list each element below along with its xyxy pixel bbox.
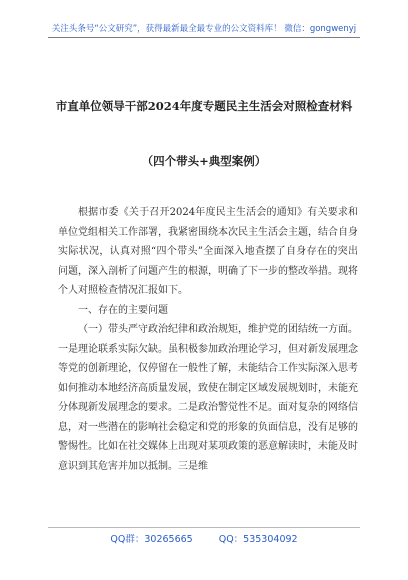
- footer: [0, 531, 408, 545]
- section-heading: 一、存在的主要问题: [78, 304, 168, 316]
- header-banner: 关注头条号“公文研究”，获得最新最全最专业的公文资料库！ 微信：gongwenyj: [51, 24, 357, 34]
- document-body: [58, 203, 358, 476]
- footer-qq: QQ：535304092: [218, 534, 298, 545]
- paragraph-problems: （一）带头严守政治纪律和政治规矩，维护党的团结统一方面。一是理论联系实际欠缺。虽积极参加政治理论学习，但对新发展理念等党的创新理论，仅停留在一般性了解，未能结合工作实际深入思考如何推动本地经济高质量发展，致使在制定区域发展规划时，未能充分体现新发展理念的要求。二是政治警觉性不足。面对复杂的网络信息，对一些潜在的影响社会稳定和党的形象的负面信息，没有足够的警惕性。比如在社交媒体上出现对某项政策的恶意解读时，未能及时意识到其危害并加以抵制。三是维: [58, 324, 358, 472]
- document-title: 市直单位领导干部2024年度专题民主生活会对照检查材料: [55, 99, 353, 113]
- footer-divider: [48, 527, 360, 528]
- paragraph-intro: 根据市委《关于召开2024年度民主生活会的通知》有关要求和单位党组相关工作部署，我紧密围绕本次民主生活会主题，结合自身实际状况，认真对照“四个带头”全面深入地查摆了自身存在的突出问题，深入剖析了问题产生的根源，明确了下一步的整改举措。现将个人对照检查情况汇报如下。: [58, 207, 358, 296]
- document-subtitle: （四个带头+典型案例）: [141, 154, 267, 168]
- header-divider: [48, 37, 360, 38]
- footer-qq-group: QQ群：30265665: [110, 534, 193, 545]
